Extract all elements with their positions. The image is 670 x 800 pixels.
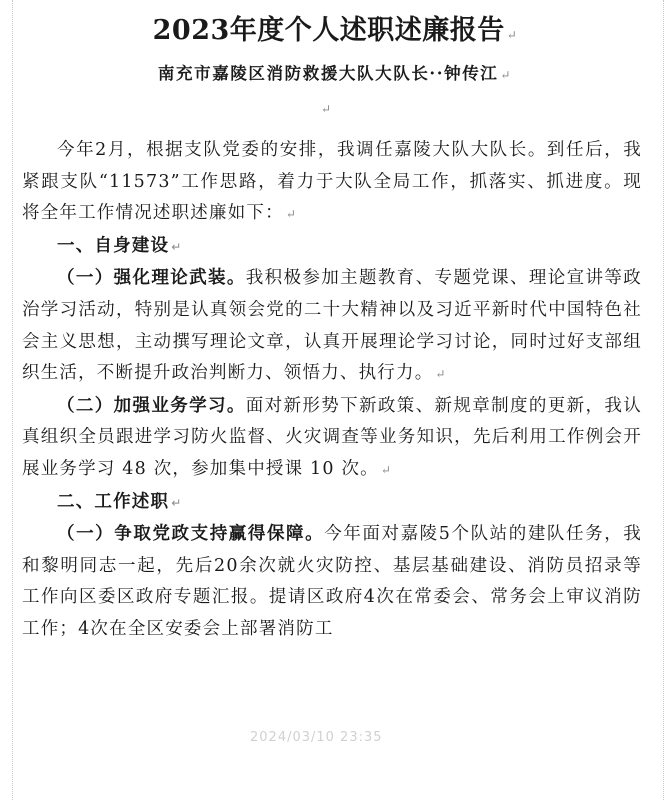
paragraph-text: 今年面对嘉陵5个队站的建队任务，我和黎明同志一起，先后20余次就火灾防控、基层基础建设、消防员招录等工作向区委区政府专题汇报。提请区政府4次在常委会、常务会上审议消防工作；4次在全区安委会上部署消防工 bbox=[22, 524, 642, 639]
body-paragraph bbox=[22, 519, 642, 645]
paragraph-mark-icon: ↵ bbox=[435, 367, 447, 382]
paragraph-mark-icon: ↵ bbox=[171, 239, 183, 254]
paragraph-mark-icon: ↵ bbox=[506, 28, 518, 42]
body-paragraph bbox=[22, 391, 642, 487]
subsection-lead: （二）加强业务学习。 bbox=[57, 395, 246, 416]
paragraph-mark-icon: ↵ bbox=[380, 462, 393, 477]
paragraph-text: 一、自身建设 bbox=[57, 235, 170, 256]
paragraph-text: 我积极参加主题教育、专题党课、理论宣讲等政治学习活动，特别是认真领会党的二十大精神以及习近平新时代中国特色社会主义思想，主动撰写理论文章，认真开展理论学习讨论，同时过好支部组织生活，不断提升政治判断力、领悟力、执行力。 bbox=[22, 268, 642, 384]
document-body bbox=[22, 135, 642, 646]
section-heading bbox=[22, 487, 642, 520]
paragraph-text: 今年2月，根据支队党委的安排，我调任嘉陵大队大队长。到任后，我紧跟支队“11573”工作思路，着力于大队全局工作，抓落实、抓进度。现将全年工作情况述职述廉如下： bbox=[22, 140, 642, 224]
section-heading bbox=[22, 231, 642, 264]
timestamp-watermark: 2024/03/10 23:35 bbox=[250, 730, 383, 745]
paragraph-mark-icon: ↵ bbox=[500, 68, 513, 82]
paragraph-text: 二、工作述职 bbox=[57, 491, 170, 512]
page-title bbox=[0, 8, 670, 47]
subsection-lead: （一）强化理论武装。 bbox=[57, 268, 246, 289]
paragraph-mark-icon: ↵ bbox=[171, 495, 183, 510]
paragraph-mark-icon: ↵ bbox=[321, 102, 332, 116]
body-paragraph bbox=[22, 263, 642, 390]
paragraph-mark-icon: ↵ bbox=[285, 207, 298, 222]
subtitle-text: 南充市嘉陵区消防救援大队大队长··钟传江 bbox=[157, 64, 499, 83]
right-margin-guide bbox=[663, 0, 664, 800]
title-text: 2023年度个人述职述廉报告 bbox=[152, 15, 505, 46]
paragraph-text: 面对新形势下新政策、新规章制度的更新，我认真组织全员跟进学习防火监督、火灾调查等业务知识，先后利用工作例会开展业务学习 48 次，参加集中授课 10 次。 bbox=[22, 395, 642, 479]
body-paragraph bbox=[22, 135, 642, 231]
subsection-lead: （一）争取党政支持赢得保障。 bbox=[57, 524, 325, 545]
subtitle bbox=[0, 60, 670, 84]
left-margin-guide bbox=[12, 0, 13, 800]
